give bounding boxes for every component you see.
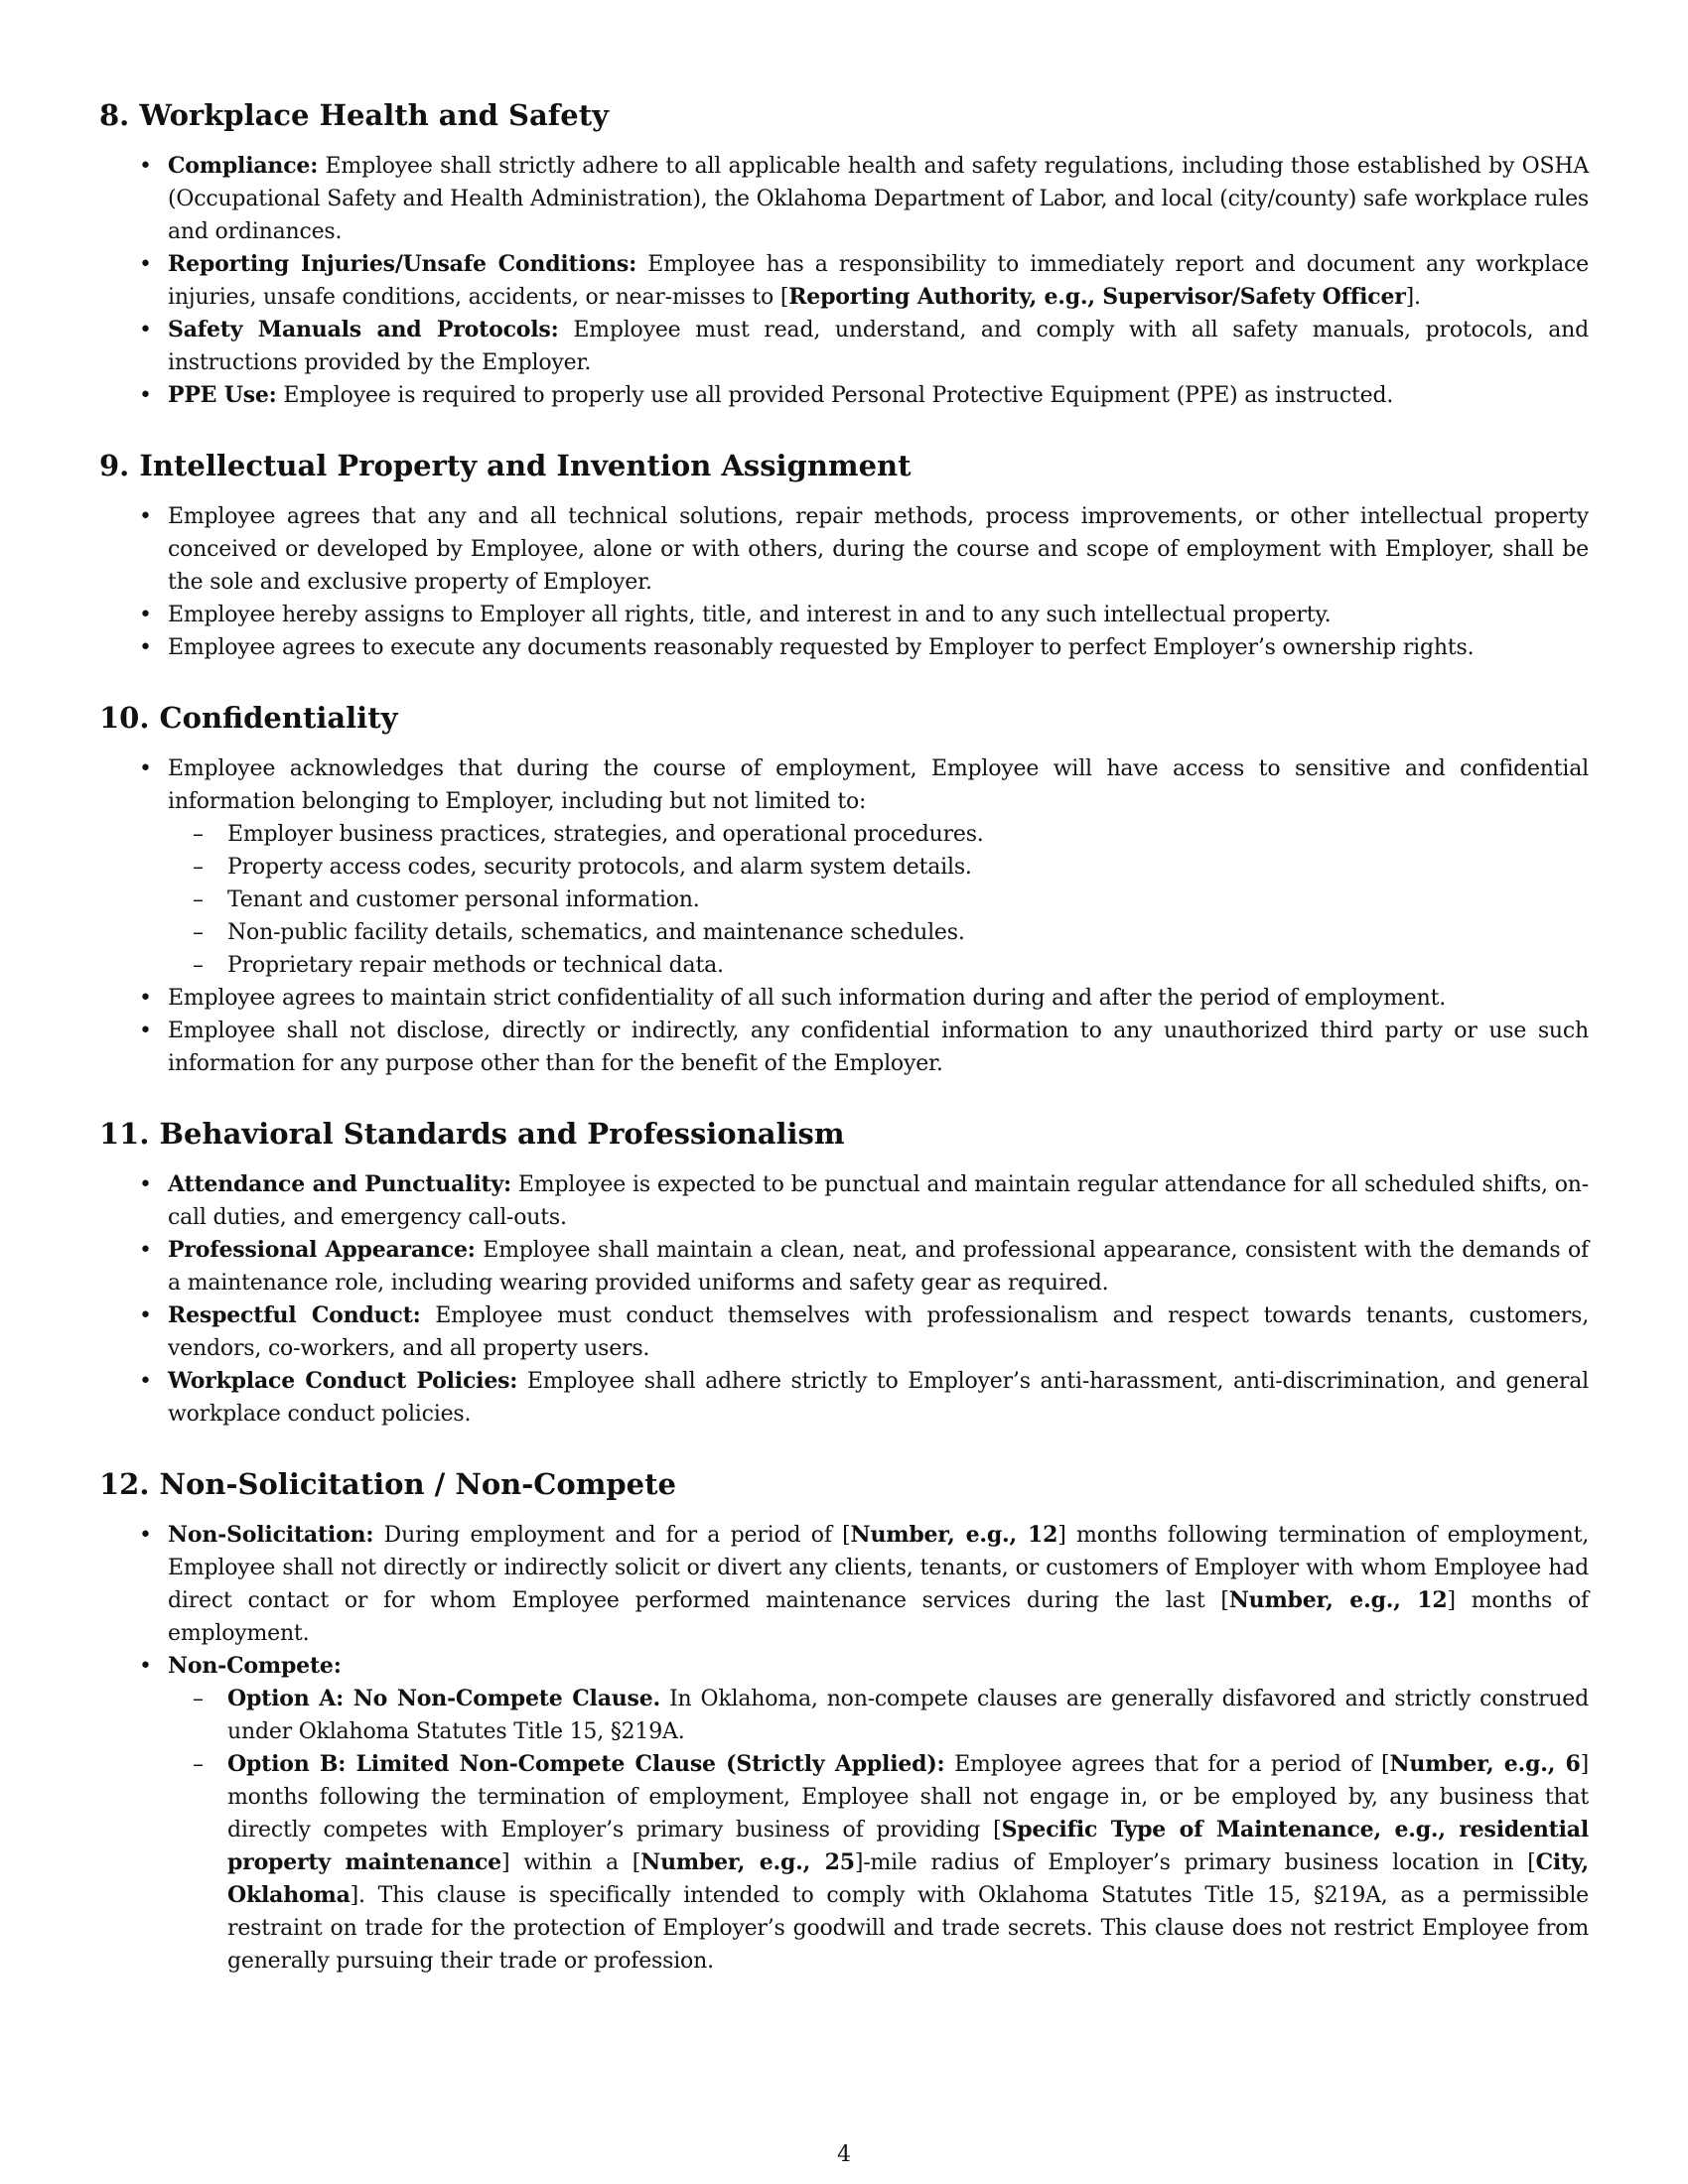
item-label: Compliance: (168, 153, 319, 179)
item-text: Employer business practices, strategies, and operational procedures. (227, 822, 984, 847)
item-text: Employee shall adhere strictly to Employer’s anti-harassment, anti-discrimination, and general workplace conduct policies. (168, 1369, 1589, 1427)
bullet-list (99, 500, 1589, 664)
sub-list-item (168, 818, 1589, 851)
item-label: Workplace Conduct Policies: (168, 1368, 518, 1394)
item-text: Employee has a responsibility to immediately report and document any workplace injuries, unsafe conditions, accidents, or near-misses to [ (168, 252, 1590, 310)
item-text: ]. This clause is specifically intended to comply with Oklahoma Statutes Title 15, §219A, as a permissible restraint on trade for the protection of Employer’s goodwill and trade secrets. This clause does not restrict Employee from generally pursuing their trade or profession. (227, 1883, 1589, 1974)
section-12 (99, 1466, 1589, 1978)
list-item (99, 150, 1589, 248)
list-item (99, 500, 1589, 599)
bullet-icon: • (139, 1172, 152, 1197)
list-item (99, 1365, 1589, 1431)
list-item (99, 1519, 1589, 1650)
list-item (99, 1650, 1589, 1978)
sub-list-item (168, 1748, 1589, 1978)
list-item (99, 1234, 1589, 1299)
item-label: PPE Use: (168, 382, 277, 408)
item-text: Employee acknowledges that during the course of employment, Employee will have access to sensitive and confidential information belonging to Employer, including but not limited to: (168, 756, 1589, 814)
item-label: Option B: Limited Non-Compete Clause (Strictly Applied): (227, 1751, 945, 1777)
item-text: ] months of employment. (168, 1588, 1589, 1646)
sub-list-item (168, 884, 1589, 916)
bullet-icon: • (139, 1369, 152, 1394)
item-text: Employee agrees that any and all technical solutions, repair methods, process improvements, or other intellectual property conceived or developed by Employee, alone or with others, during the course and scope of employment with Employer, shall be the sole and exclusive property of Employer. (168, 504, 1589, 595)
item-text: Employee shall strictly adhere to all applicable health and safety regulations, including those established by OSHA (Occupational Safety and Health Administration), the Oklahoma Department of Labor, and local (city/county) safe workplace rules and ordinances. (168, 154, 1590, 244)
item-text: ] months following the termination of employment, Employee shall not engage in, or be employed by, any business that directly competes with Employer’s primary business of providing [ (227, 1752, 1590, 1843)
section-8 (99, 97, 1589, 412)
list-item (99, 631, 1589, 664)
item-label: Attendance and Punctuality: (168, 1171, 511, 1197)
item-label: Reporting Injuries/Unsafe Conditions: (168, 251, 637, 277)
section-title: 10. Confidentiality (99, 701, 398, 735)
item-label: Respectful Conduct: (168, 1302, 421, 1328)
placeholder-text: Specific Type of Maintenance, e.g., residential property maintenance (227, 1817, 1589, 1875)
list-item (99, 314, 1589, 379)
dash-icon: – (193, 822, 204, 847)
sub-list (168, 818, 1589, 982)
placeholder-text: Number, e.g., 12 (850, 1522, 1058, 1548)
item-text: Employee agrees to maintain strict confidentiality of all such information during and after the period of employment. (168, 986, 1447, 1011)
list-item (99, 599, 1589, 631)
bullet-icon: • (139, 383, 152, 408)
section-9 (99, 448, 1589, 664)
bullet-icon: • (139, 252, 152, 277)
item-text: In Oklahoma, non-compete clauses are generally disfavored and strictly construed under Oklahoma Statutes Title 15, §219A. (227, 1687, 1590, 1744)
item-text: Employee shall not disclose, directly or indirectly, any confidential information to any unauthorized third party or use such information for any purpose other than for the benefit of the Employer. (168, 1019, 1589, 1076)
bullet-icon: • (139, 1523, 152, 1548)
dash-icon: – (193, 953, 204, 978)
sub-list-item (168, 851, 1589, 884)
dash-icon: – (193, 920, 204, 945)
bullet-icon: • (139, 318, 152, 342)
item-text: ]-mile radius of Employer’s primary business location in [ (854, 1850, 1536, 1875)
placeholder-text: Reporting Authority, e.g., Supervisor/Safety Officer (788, 284, 1406, 310)
item-text: Employee is expected to be punctual and maintain regular attendance for all scheduled shifts, on-call duties, and emergency call-outs. (168, 1172, 1590, 1230)
sub-list-item (168, 916, 1589, 949)
list-item (99, 1299, 1589, 1365)
sub-list-item (168, 949, 1589, 982)
item-text: During employment and for a period of [ (383, 1523, 851, 1548)
sub-list-item (168, 1683, 1589, 1748)
item-text: Property access codes, security protocols, and alarm system details. (227, 855, 972, 880)
sub-list (168, 1683, 1589, 1978)
bullet-icon: • (139, 1303, 152, 1328)
item-text: Non-public facility details, schematics, and maintenance schedules. (227, 920, 965, 945)
placeholder-text: City, Oklahoma (227, 1849, 1589, 1908)
section-10 (99, 700, 1589, 1080)
item-label: Option A: No Non-Compete Clause. (227, 1686, 661, 1711)
bullet-list (99, 1168, 1589, 1431)
dash-icon: – (193, 1752, 204, 1777)
item-text: ] months following termination of employment, Employee shall not directly or indirectly solicit or divert any clients, tenants, or customers of Employer with whom Employee had direct contact or for whom Employee performed maintenance services during the last [ (168, 1523, 1590, 1613)
bullet-icon: • (139, 1654, 152, 1679)
list-item (99, 1015, 1589, 1080)
bullet-list (99, 1519, 1589, 1978)
section-title: 12. Non-Solicitation / Non-Compete (99, 1467, 676, 1501)
bullet-icon: • (139, 756, 152, 781)
bullet-icon: • (139, 1238, 152, 1263)
placeholder-text: Number, e.g., 25 (640, 1849, 855, 1875)
item-text: Employee must read, understand, and comply with all safety manuals, protocols, and instructions provided by the Employer. (168, 318, 1589, 375)
section-title: 9. Intellectual Property and Invention Assignment (99, 449, 912, 482)
bullet-icon: • (139, 603, 152, 627)
bullet-list (99, 150, 1589, 412)
item-text: Employee shall maintain a clean, neat, and professional appearance, consistent with the demands of a maintenance role, including wearing provided uniforms and safety gear as required. (168, 1238, 1589, 1296)
item-text: ] within a [ (500, 1850, 641, 1875)
item-text: Employee must conduct themselves with professionalism and respect towards tenants, customers, vendors, co-workers, and all property users. (168, 1303, 1590, 1361)
list-item (99, 248, 1589, 314)
item-label: Non-Compete: (168, 1653, 342, 1679)
section-title: 11. Behavioral Standards and Professionalism (99, 1117, 845, 1151)
placeholder-text: Number, e.g., 12 (1228, 1587, 1448, 1613)
item-label: Non-Solicitation: (168, 1522, 374, 1548)
bullet-icon: • (139, 635, 152, 660)
bullet-icon: • (139, 1019, 152, 1043)
bullet-list (99, 752, 1589, 1080)
item-text: Employee agrees to execute any documents reasonably requested by Employer to perfect Employer’s ownership rights. (168, 635, 1475, 660)
placeholder-text: Number, e.g., 6 (1389, 1751, 1581, 1777)
list-item (99, 379, 1589, 412)
item-text: ]. (1405, 285, 1421, 310)
item-text: Employee agrees that for a period of [ (954, 1752, 1390, 1777)
bullet-icon: • (139, 504, 152, 529)
item-text: Proprietary repair methods or technical data. (227, 953, 724, 978)
dash-icon: – (193, 1687, 204, 1711)
item-text: Employee hereby assigns to Employer all rights, title, and interest in and to any such intellectual property. (168, 603, 1332, 627)
list-item (99, 752, 1589, 982)
item-label: Safety Manuals and Protocols: (168, 317, 559, 342)
item-text: Tenant and customer personal information. (227, 887, 700, 912)
item-text: Employee is required to properly use all provided Personal Protective Equipment (PPE) as instructed. (283, 383, 1394, 408)
dash-icon: – (193, 887, 204, 912)
dash-icon: – (193, 855, 204, 880)
bullet-icon: • (139, 986, 152, 1011)
item-label: Professional Appearance: (168, 1237, 476, 1263)
page-number: 4 (837, 2142, 851, 2167)
section-title: 8. Workplace Health and Safety (99, 98, 609, 132)
section-11 (99, 1116, 1589, 1431)
list-item (99, 1168, 1589, 1234)
list-item (99, 982, 1589, 1015)
bullet-icon: • (139, 154, 152, 179)
